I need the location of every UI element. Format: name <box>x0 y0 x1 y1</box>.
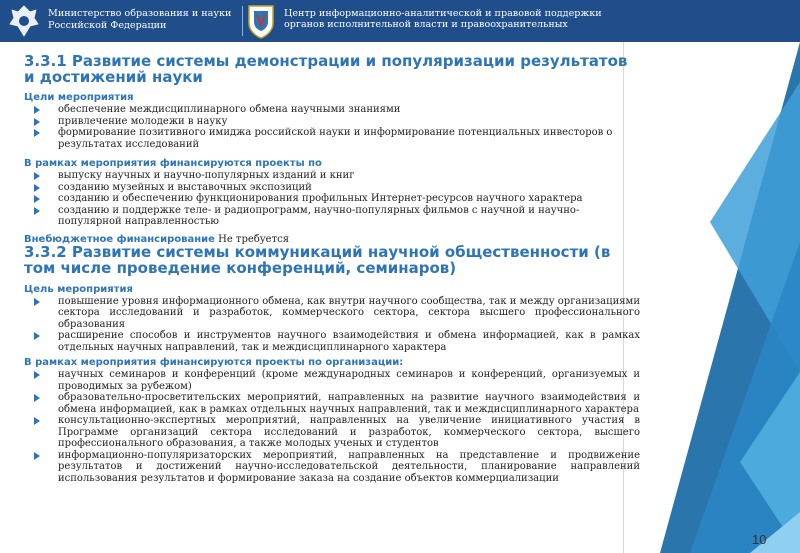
ministry-emblem-icon <box>8 4 40 38</box>
list-item: образовательно-просветительских мероприятий, направленных на развитие научного взаимодействия и обмена информацией, как в рамках отдельных научных направлений, так и междисциплинарного характера <box>24 392 640 415</box>
ministry-title: Министерство образования и науки Российской Федерации <box>48 8 232 31</box>
list-item: информационно-популяризаторских мероприятий, направленных на представление и продвижение результатов и достижений научно-исследовательской деятельности, планирование направлений использования результатов и формирование заказа на создание объектов коммерциализации <box>24 450 640 485</box>
center-title: Центр информационно-аналитической и правовой поддержки органов исполнительной власти и правоохранительных <box>284 8 602 30</box>
list-item: обеспечение междисциплинарного обмена научными знаниями <box>24 104 640 116</box>
section2-goals-list <box>24 296 640 354</box>
list-item: привлечение молодежи в науку <box>24 116 640 128</box>
list-item: научных семинаров и конференций (кроме международных семинаров и конференций, организуемых и проводимых за рубежом) <box>24 369 640 392</box>
funding-label: Внебюджетное финансирование <box>24 233 215 245</box>
header-divider <box>242 6 243 36</box>
section2-title: 3.3.2 Развитие системы коммуникаций научной общественности (в том числе проведение конференций, семинаров) <box>24 242 611 277</box>
section1-title: 3.3.1 Развитие системы демонстрации и популяризации результатов и достижений науки <box>24 52 628 86</box>
list-item: консультационно-экспертных мероприятий, направленных на увеличение инициативного участия в Программе организаций сектора исследований и разработок, коммерческого сектора, высшего профессионального образования, а также молодых ученых и студентов <box>24 415 640 450</box>
header-bar <box>0 0 800 42</box>
center-emblem-icon <box>246 3 276 39</box>
list-item: расширение способов и инструментов научного взаимодействия и обмена информацией, как в рамках отдельных научных направлений, так и междисциплинарного характера <box>24 330 640 353</box>
list-item: созданию и поддержке теле- и радиопрограмм, научно-популярных фильмов с научной и научно-популярной направленностью <box>24 205 640 228</box>
main-content <box>24 50 640 484</box>
section1-goals-list <box>24 104 640 150</box>
section2-projects-heading: В рамках мероприятия финансируются проекты по организации: <box>24 357 404 368</box>
list-item: формирование позитивного имиджа российской науки и информирование потенциальных инвесторов о результатах исследований <box>24 127 640 150</box>
list-item: повышение уровня информационного обмена, как внутри научного сообщества, так и между организациями сектора исследований и разработок, коммерческого сектора, сектора высшего профессионального образования <box>24 296 640 331</box>
section1-projects-heading: В рамках мероприятия финансируются проекты по <box>24 158 322 169</box>
section2-goals-heading: Цель мероприятия <box>24 283 133 295</box>
page-number: 10 <box>752 532 767 547</box>
funding-value: Не требуется <box>218 233 290 245</box>
list-item: выпуску научных и научно-популярных изданий и книг <box>24 170 640 182</box>
list-item: созданию и обеспечению функционирования профильных Интернет-ресурсов научного характера <box>24 193 640 205</box>
section2-projects-list <box>24 369 640 484</box>
list-item: созданию музейных и выставочных экспозиций <box>24 182 640 194</box>
section1-projects-list <box>24 170 640 228</box>
section1-goals-heading: Цели мероприятия <box>24 92 134 103</box>
